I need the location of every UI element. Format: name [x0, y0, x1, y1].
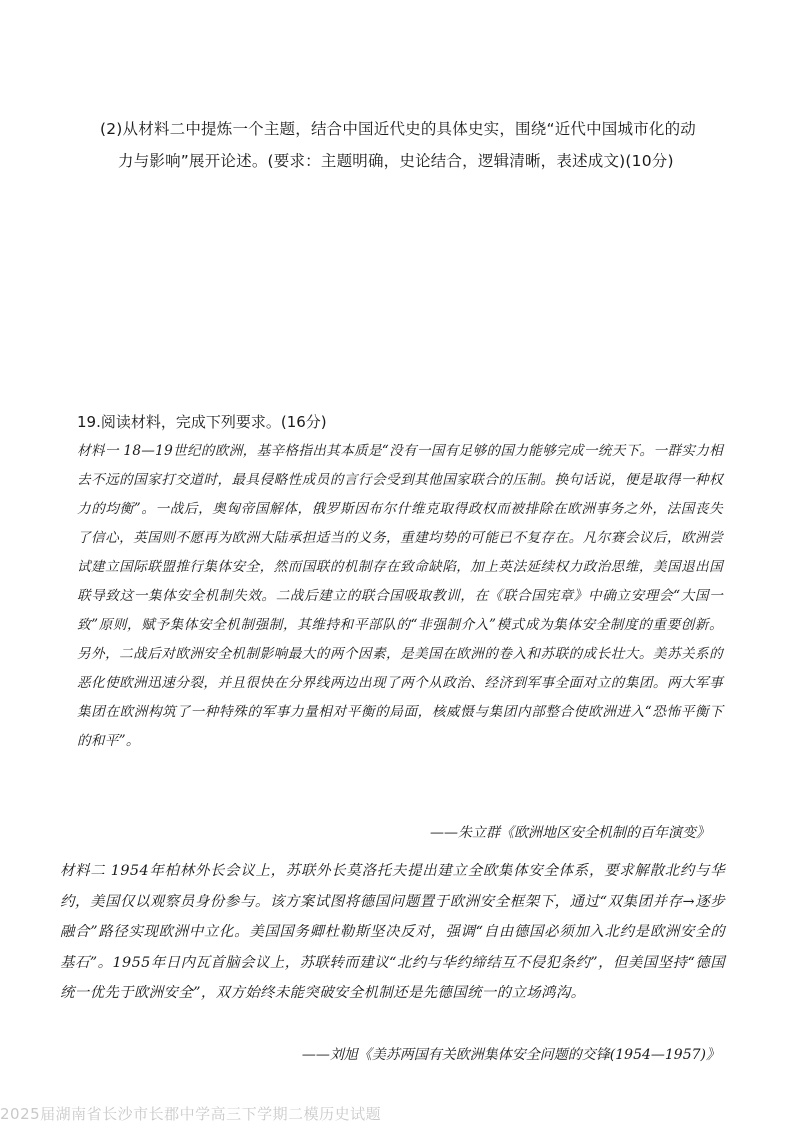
material-1-source: ——朱立群《欧洲地区安全机制的百年演变》 [430, 825, 710, 841]
question-text-line-1: (2)从材料二中提炼一个主题，结合中国近代史的具体史实，围绕“近代中国城市化的动 [100, 120, 696, 138]
footer-watermark [0, 1101, 800, 1132]
material-2-text: 材料二 1954年柏林外长会议上，苏联外长莫洛托夫提出建立全欧集体安全体系，要求解散北约与华约，美国仅以观察员身份参与。该方案试图将德国问题置于欧洲安全框架下，通过“双集团并存→逐步融合”路径实现欧洲中立化。美国国务卿杜勒斯坚决反对，强调“自由德国必须加入北约是欧洲安全的基石”。1955年日内瓦首脑会议上，苏联转而建议“北约与华约缔结互不侵犯条约”，但美国坚持“德国统一优先于欧洲安全”，双方始终未能突破安全机制还是先德国统一的立场鸿沟。 [60, 863, 725, 1001]
question-19-heading: 19.阅读材料，完成下列要求。(16分) [77, 413, 327, 431]
footer-text: 2025届湖南省长沙市长郡中学高三下学期二模历史试题 [0, 1105, 382, 1123]
question-18-part-2 [100, 113, 730, 177]
question-text-line-2: 力与影响”展开论述。(要求：主题明确，史论结合，逻辑清晰，表述成文)(10分) [118, 152, 674, 170]
material-1-text: 材料一 18—19世纪的欧洲，基辛格指出其本质是“没有一国有足够的国力能够完成一统天下。一群实力相去不远的国家打交道时，最具侵略性成员的言行会受到其他国家联合的压制。换句话说，便是取得一种权力的均衡”。一战后，奥匈帝国解体，俄罗斯因布尔什维克取得政权而被排除在欧洲事务之外，法国丧失了信心，英国则不愿再为欧洲大陆承担适当的义务，重建均势的可能已不复存在。凡尔赛会议后，欧洲尝试建立国际联盟推行集体安全，然而国联的机制存在致命缺陷，加上英法延续权力政治思维，美国退出国联导致这一集体安全机制失效。二战后建立的联合国吸取教训，在《联合国宪章》中确立安理会“大国一致”原则，赋予集体安全机制强制，其维持和平部队的“非强制介入”模式成为集体安全制度的重要创新。另外，二战后对欧洲安全机制影响最大的两个因素，是美国在欧洲的卷入和苏联的成长壮大。美苏关系的恶化使欧洲迅速分裂，并且很快在分界线两边出现了两个从政治、经济到军事全面对立的集团。两大军事集团在欧洲构筑了一种特殊的军事力量相对平衡的局面，核威慑与集团内部整合使欧洲进入“恐怖平衡下的和平”。 [77, 443, 723, 749]
material-2-source: ——刘旭《美苏两国有关欧洲集体安全问题的交锋(1954—1957)》 [301, 1047, 720, 1063]
